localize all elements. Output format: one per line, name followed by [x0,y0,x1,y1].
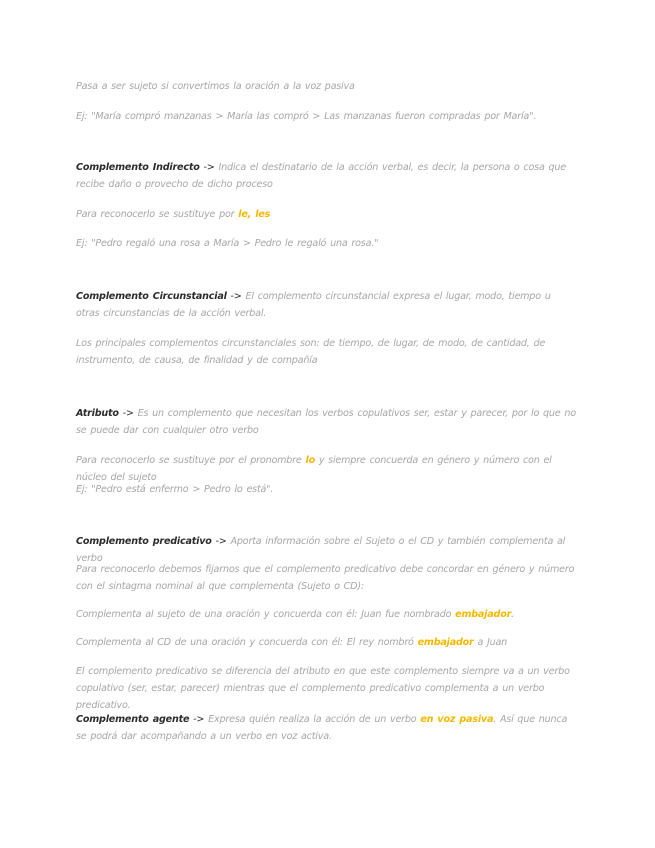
agent-definition [76,711,576,745]
predicative-recognition-text: Para reconocerlo debemos fijarnos que el complemento predicativo debe concordar en género y número con el sintagma nominal al que complementa (Sujeto o CD): [76,564,575,592]
circumstantial-types [76,335,576,369]
predicative-subject-example [76,606,576,623]
predicative-recognition [76,561,576,595]
indirect-object-highlight: le, les [238,209,271,220]
predicative-difference-text: El complemento predicativo se diferencia del atributo en que este complemento siempre va a un verbo copulativo (ser, estar, parecer) mientras que el complemento predicativo complementa a un verbo predicativo. [76,666,570,711]
agent-term: Complemento agente [76,714,190,725]
predicative-term: Complemento predicativo [76,536,212,547]
attribute-term: Atributo [76,408,119,419]
indirect-object-example [76,235,576,252]
arrow-icon: -> [122,408,134,419]
attribute-recognition-after: y siempre concuerda en género y número con el núcleo del sujeto [76,455,552,483]
circumstantial-definition-text: El complemento circunstancial expresa el lugar, modo, tiempo u otras circunstancias de la acción verbal. [76,291,551,319]
arrow-icon: -> [215,536,227,547]
agent-definition-before: Expresa quién realiza la acción de un verbo [208,714,417,725]
attribute-highlight: lo [305,455,315,466]
indirect-object-recognition [76,206,576,223]
attribute-recognition-before: Para reconocerlo se sustituye por el pronombre [76,455,302,466]
attribute-example-text: Ej: "Pedro está enfermo > Pedro lo está". [76,484,274,495]
indirect-object-definition-text: Indica el destinatario de la acción verbal, es decir, la persona o cosa que recibe daño o provecho de dicho proceso [76,162,566,190]
predicative-difference [76,663,576,714]
circumstantial-types-text: Los principales complementos circunstanciales son: de tiempo, de lugar, de modo, de cantidad, de instrumento, de causa, de finalidad y de compañía [76,338,546,366]
predicative-subject-highlight: embajador [455,609,512,620]
passive-example-text: Ej: "María compró manzanas > María las compró > Las manzanas fueron compradas por María". [76,111,537,122]
arrow-icon: -> [203,162,215,173]
attribute-definition-text: Es un complemento que necesitan los verbos copulativos ser, estar y parecer, por lo que no se puede dar con cualquier otro verbo [76,408,576,436]
attribute-example [76,481,576,498]
predicative-definition-text: Aporta información sobre el Sujeto o el CD y también complementa al verbo [76,536,566,564]
passive-subject-text: Pasa a ser sujeto si convertimos la oración a la voz pasiva [76,81,355,92]
attribute-definition [76,405,576,439]
predicative-cd-example [76,634,576,651]
agent-highlight: en voz pasiva [420,714,494,725]
indirect-object-recognition-text: Para reconocerlo se sustituye por [76,209,235,220]
indirect-object-term: Complemento Indirecto [76,162,200,173]
predicative-subject-after: . [511,609,514,620]
predicative-cd-before: Complementa al CD de una oración y concuerda con él: El rey nombró [76,637,414,648]
predicative-cd-highlight: embajador [417,637,474,648]
indirect-object-definition [76,159,576,193]
arrow-icon: -> [193,714,205,725]
predicative-cd-after: a Juan [477,637,508,648]
passive-subject-note [76,78,576,95]
circumstantial-definition [76,288,576,322]
indirect-object-example-text: Ej: "Pedro regaló una rosa a María > Pedro le regaló una rosa." [76,238,379,249]
predicative-subject-before: Complementa al sujeto de una oración y concuerda con él: Juan fue nombrado [76,609,452,620]
circumstantial-term: Complemento Circunstancial [76,291,227,302]
passive-example [76,108,576,125]
agent-definition-after: . Así que nunca se podrá dar acompañando a un verbo en voz activa. [76,714,568,742]
arrow-icon: -> [230,291,242,302]
